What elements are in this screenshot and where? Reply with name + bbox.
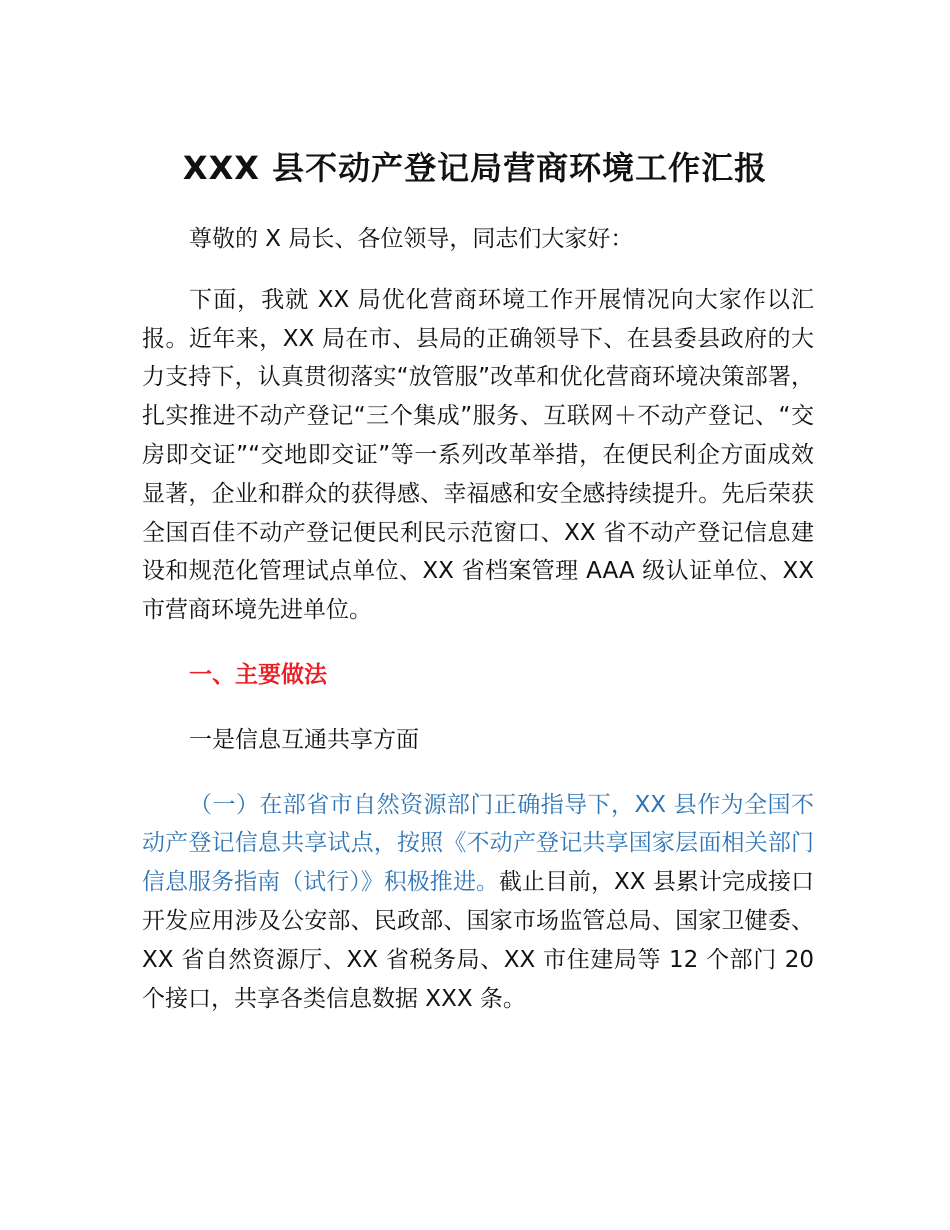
intro-paragraph: 下面，我就 XX 局优化营商环境工作开展情况向大家作以汇报。近年来，XX 局在市、县局的正确领导下、在县委县政府的大力支持下，认真贯彻落实“放管服”改革和优化营商环境决策部署，扎实推进不动产登记“三个集成”服务、互联网＋不动产登记、“交房即交证”“交地即交证”等一系列改革举措，在便民利企方面成效显著，企业和群众的获得感、幸福感和安全感持续提升。先后荣获全国百佳不动产登记便民利民示范窗口、XX 省不动产登记信息建设和规范化管理试点单位、XX 省档案管理 AAA 级认证单位、XX 市营商环境先进单位。 (142, 286, 814, 624)
document-title: XXX 县不动产登记局营商环境工作汇报 (182, 149, 768, 187)
greeting-paragraph: 尊敬的 X 局长、各位领导，同志们大家好： (189, 226, 634, 252)
section-heading: 一、主要做法 (189, 661, 327, 688)
subsection-heading: 一是信息互通共享方面 (189, 726, 419, 753)
document-body (142, 220, 814, 1018)
item-paragraph (142, 786, 814, 1019)
item-rest-text: 截止目前，XX 县累计完成接口开发应用涉及公安部、民政部、国家市场监管总局、国家卫健委、XX 省自然资源厅、XX 省税务局、XX 市住建局等 12 个部门 20 个接口，共享各类信息数据 XXX 条。 (142, 869, 815, 1012)
item-highlight-text: （一）在部省市自然资源部门正确指导下，XX 县作为全国不动产登记信息共享试点，按照《不动产登记共享国家层面相关部门信息服务指南（试行）》积极推进。 (142, 791, 814, 896)
